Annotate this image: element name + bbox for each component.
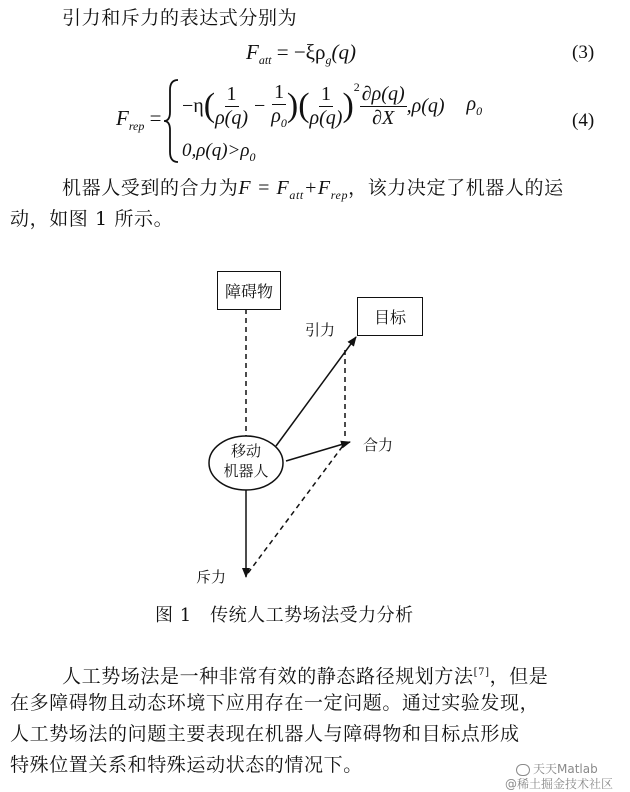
attraction-label: 引力 (305, 321, 336, 339)
obstacle-box (217, 271, 281, 310)
watermark-site: @稀土掘金技术社区 (505, 777, 614, 791)
resultant-label: 合力 (363, 436, 394, 454)
para2-line-1: 人工势场法是一种非常有效的静态路径规划方法[7]，但是 (62, 665, 549, 688)
attraction-arrow (276, 337, 356, 446)
target-label: 目标 (373, 308, 406, 327)
obstacle-label: 障碍物 (224, 282, 273, 301)
equation-3-number: (3) (572, 42, 595, 63)
figure-caption: 图 1 传统人工势场法受力分析 (155, 605, 414, 626)
resultant-arrow (286, 442, 350, 461)
robot-label: 移动 机器人 (223, 442, 269, 480)
para2-line-4: 特殊位置关系和特殊运动状态的情况下。 (10, 754, 363, 776)
resultant-line-2: 动，如图 1 所示。 (10, 208, 174, 230)
watermark-channel: 天天Matlab (516, 760, 598, 777)
equation-4-lhs: $F_{rep}$ = (116, 106, 162, 134)
equation-4-case2: $0,\rho(q)>\rho_0$ (182, 140, 256, 164)
repulsion-label: 斥力 (196, 568, 227, 586)
para2-line-3: 人工势场法的问题主要表现在机器人与障碍物和目标点形成 (10, 723, 520, 745)
citation: [7] (473, 667, 490, 678)
intro-text: 引力和斥力的表达式分别为 (62, 7, 298, 29)
equation-3: $F_{att} = -\xi\rho_g(q)$ (246, 40, 357, 68)
wechat-icon (516, 764, 530, 776)
resultant-line-1: 机器人受到的合力为$F = F_{att}+F_{rep}$，该力决定了机器人的运 (62, 177, 564, 202)
equation-4-case1: −η ( $\frac{1}{\rho(q)}$ − $\frac{1}{\rho_0}$ )( $\frac{1}{\rho(q)}$ ) $^2$ $\frac{\partial\rho(q)}{\partial X}$ ,ρ(q) $\rho_0$ (182, 80, 483, 130)
equation-4-number: (4) (572, 110, 595, 131)
target-box (357, 297, 423, 336)
para2-line-2: 在多障碍物且动态环境下应用存在一定问题。通过实验发现， (10, 692, 540, 714)
